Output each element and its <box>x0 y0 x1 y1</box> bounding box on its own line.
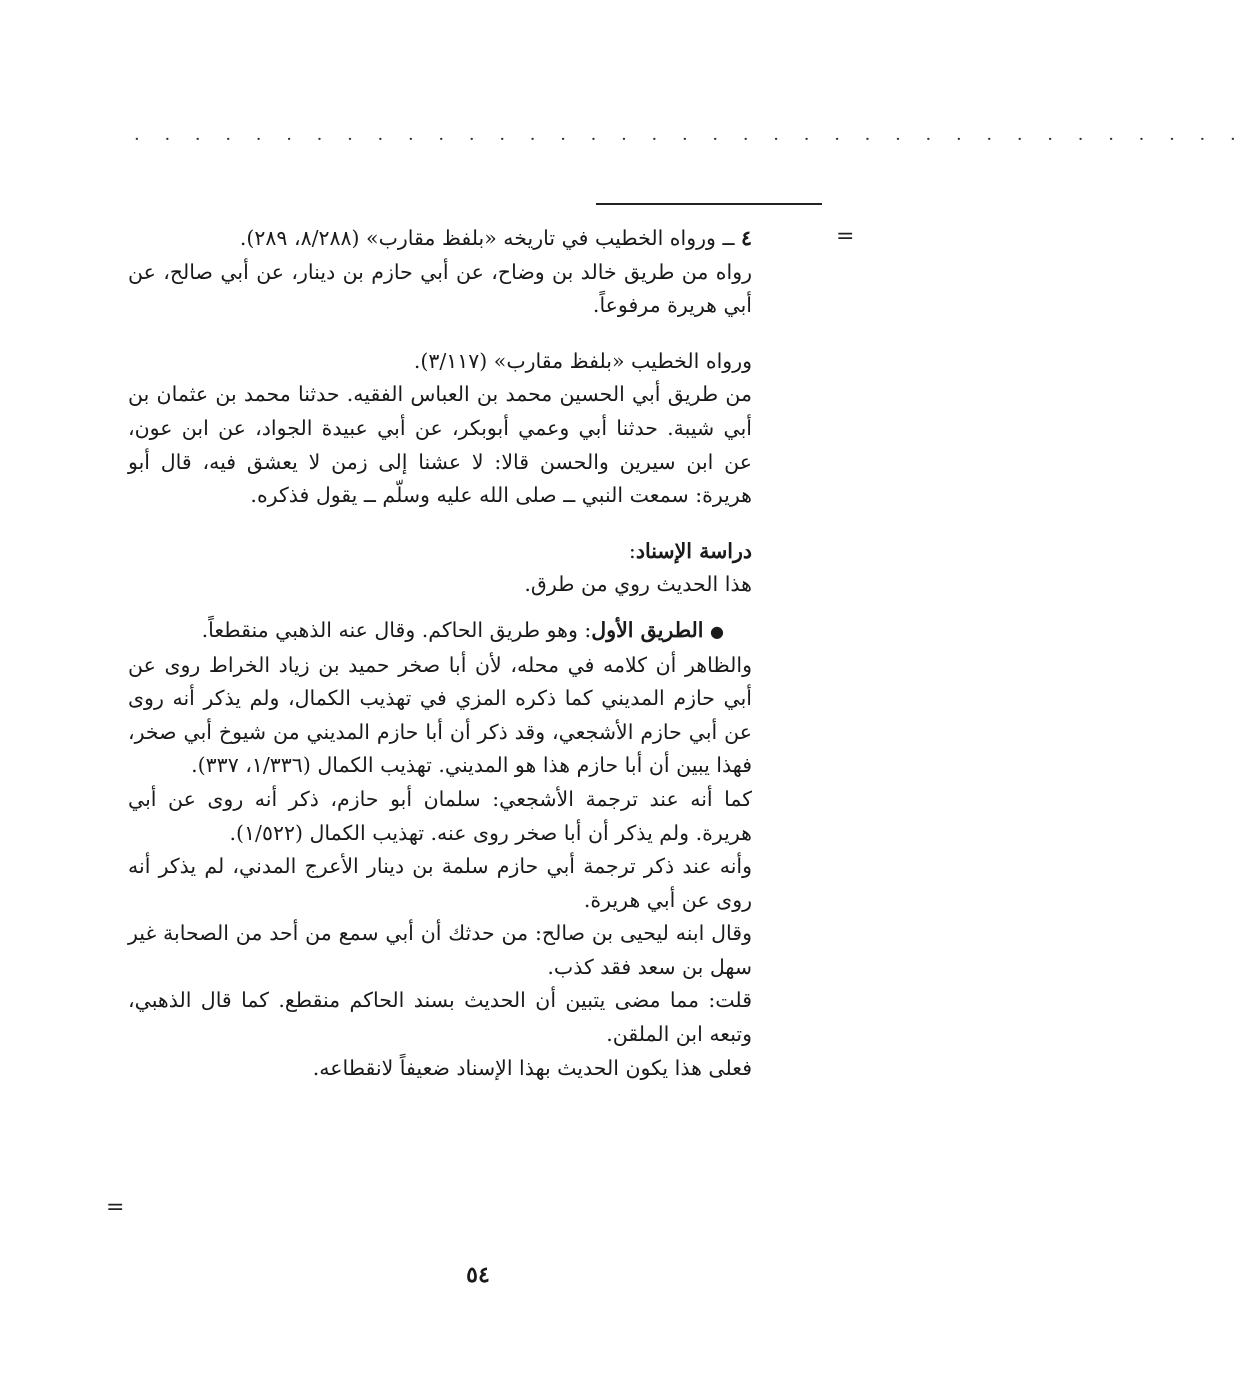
study-heading <box>128 535 752 569</box>
section-5-body: من طريق أبي الحسين محمد بن العباس الفقيه. حدثنا محمد بن عثمان بن أبي شيبة. حدثنا أبي وعمي أبوبكر، عن أبي عبيدة الجواد، عن ابن عون، عن ابن سيرين والحسن قالا: لا عشنا إلى زمن لا يعشق فيه، قال أبو هريرة: سمعت النبي ــ صلى الله عليه وسلّم ــ يقول فذكره. <box>128 382 752 508</box>
study-heading-colon: : <box>628 538 636 563</box>
study-paragraph-5: قلت: مما مضى يتبين أن الحديث بسند الحاكم منقطع. كما قال الذهبي، وتبعه ابن الملقن. <box>128 988 752 1047</box>
section-5-title: ورواه الخطيب «بلفظ مقارب» (٣/١١٧). <box>413 348 752 373</box>
section-number: ٤ <box>740 226 752 250</box>
study-paragraph-1: والظاهر أن كلامه في محله، لأن أبا صخر حميد بن زياد الخراط روى عن أبي حازم المديني كما ذكره المزي في تهذيب الكمال، ولم يذكر أنه روى عن أبي حازم الأشجعي، وقد ذكر أن أبا حازم المديني من شيوخ أبي صخر، فهذا يبين أن أبا حازم هذا هو المديني. تهذيب الكمال (١/٣٣٦، ٣٣٧). <box>128 652 752 778</box>
first-route-text: : وهو طريق الحاكم. وقال عنه الذهبي منقطعاً. <box>201 617 592 642</box>
study-paragraph-6: فعلى هذا يكون الحديث بهذا الإسناد ضعيفاً لانقطاعه. <box>312 1055 752 1080</box>
bullet-icon: ● <box>710 621 724 641</box>
continuation-marker-bottom: = <box>106 1195 125 1220</box>
study-paragraph-4: وقال ابنه ليحيى بن صالح: من حدثك أن أبي سمع من أحد من الصحابة غير سهل بن سعد فقد كذب. <box>128 921 752 979</box>
section-4-title-text: ــ ورواه الخطيب في تاريخه «بلفظ مقارب» (٨/٢٨٨، ٢٨٩). <box>239 226 741 250</box>
dotted-separator: · · · · · · · · · · · · · · · · · · · · · · · · · · · · · · · · · · · · · <box>134 129 1245 150</box>
section-4-body: رواه من طريق خالد بن وضاح، عن أبي حازم بن دينار، عن أبي صالح، عن أبي هريرة مرفوعاً. <box>128 259 752 318</box>
page-number: ٥٤ <box>466 1262 490 1288</box>
study-paragraph-2: كما أنه عند ترجمة الأشجعي: سلمان أبو حازم، ذكر أنه روى عن أبي هريرة. ولم يذكر أن أبا صخر روى عنه. تهذيب الكمال (١/٥٢٢). <box>128 786 752 845</box>
section-4-title <box>128 222 752 256</box>
continuation-marker-top: = <box>836 224 855 249</box>
page-text <box>128 222 752 1085</box>
first-route-label: الطريق الأول <box>591 617 704 642</box>
study-heading-text: دراسة الإسناد <box>635 538 752 563</box>
study-paragraph-3: وأنه عند ذكر ترجمة أبي حازم سلمة بن دينار الأعرج المدني، لم يذكر أنه روى عن أبي هريرة. <box>128 854 752 912</box>
study-intro: هذا الحديث روي من طرق. <box>524 572 752 597</box>
first-route <box>128 614 752 649</box>
footnote-rule <box>596 203 822 205</box>
